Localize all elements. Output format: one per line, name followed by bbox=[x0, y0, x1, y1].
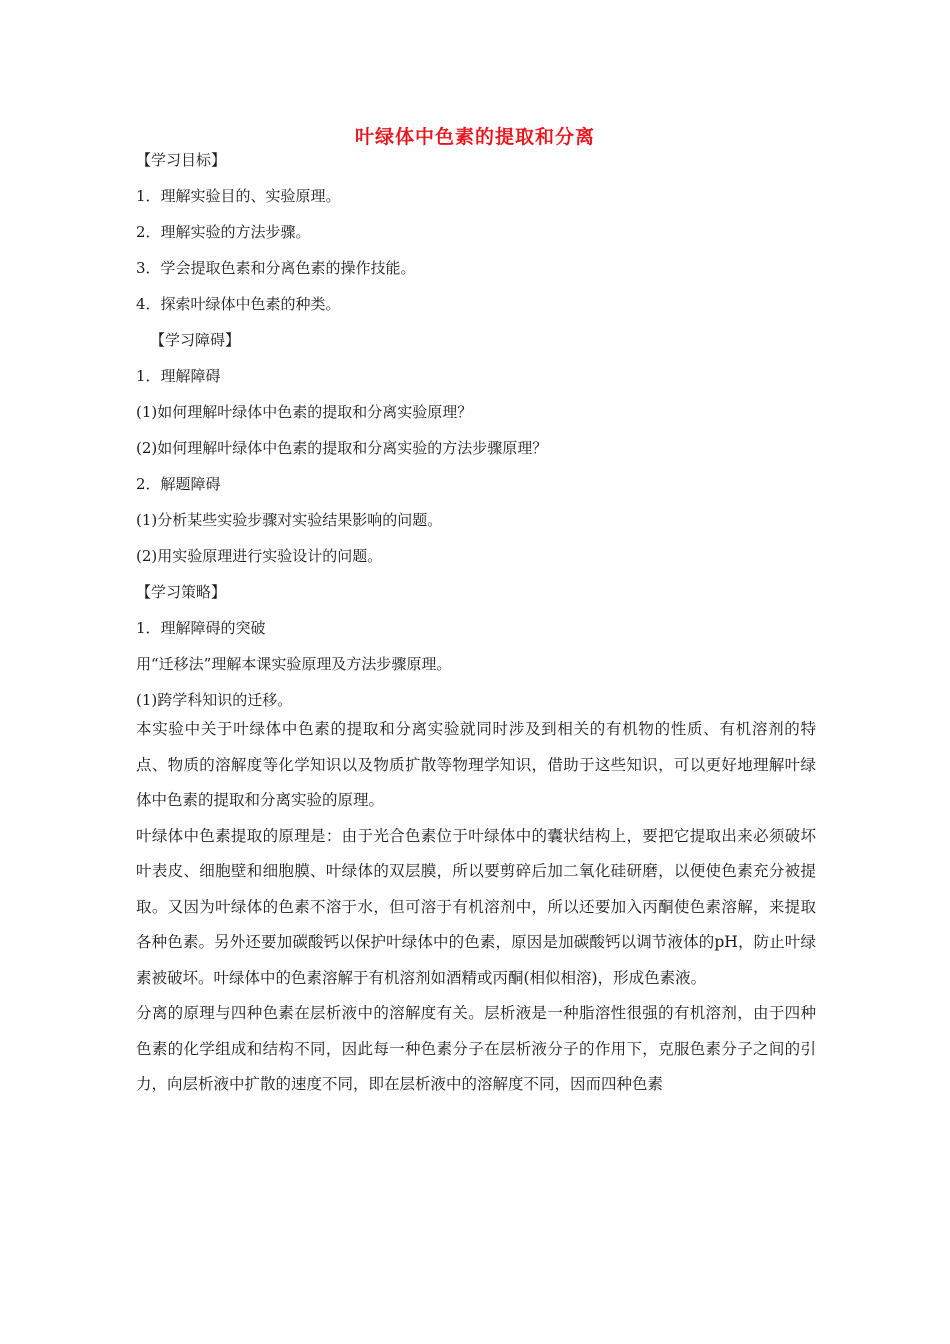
body-paragraph: 分离的原理与四种色素在层析液中的溶解度有关。层析液是一种脂溶性很强的有机溶剂，由于四种色素的化学组成和结构不同，因此每一种色素分子在层析液分子的作用下，克服色素分子之间的引力，向层析液中扩散的速度不同，即在层析液中的溶解度不同，因而四种色素 bbox=[136, 1004, 816, 1093]
strategy-text: 用“迁移法”理解本课实验原理及方法步骤原理。 bbox=[136, 655, 452, 673]
objective-item: 4．探索叶绿体中色素的种类。 bbox=[136, 295, 341, 313]
objective-item: 3．学会提取色素和分离色素的操作技能。 bbox=[136, 259, 416, 277]
body-paragraph: 叶绿体中色素提取的原理是：由于光合色素位于叶绿体中的囊状结构上，要把它提取出来必须破坏叶表皮、细胞壁和细胞膜、叶绿体的双层膜，所以要剪碎后加二氧化硅研磨，以便使色素充分被提取。又因为叶绿体的色素不溶于水，但可溶于有机溶剂中，所以还要加入丙酮使色素溶解，来提取各种色素。另外还要加碳酸钙以保护叶绿体中的色素，原因是加碳酸钙以调节液体的pH，防止叶绿素被破坏。叶绿体中的色素溶解于有机溶剂如酒精或丙酮(相似相溶)，形成色素液。 bbox=[136, 826, 816, 987]
document-body bbox=[136, 150, 816, 1103]
obstacle-heading: 1．理解障碍 bbox=[136, 367, 221, 385]
objective-item: 1．理解实验目的、实验原理。 bbox=[136, 187, 341, 205]
document-title: 叶绿体中色素的提取和分离 bbox=[354, 126, 595, 148]
section-heading-obstacles: 【学习障碍】 bbox=[150, 331, 241, 349]
obstacle-heading: 2．解题障碍 bbox=[136, 475, 221, 493]
body-paragraph: 本实验中关于叶绿体中色素的提取和分离实验就同时涉及到相关的有机物的性质、有机溶剂的特点、物质的溶解度等化学知识以及物质扩散等物理学知识，借助于这些知识，可以更好地理解叶绿体中色素的提取和分离实验的原理。 bbox=[136, 720, 816, 809]
obstacle-item: (1)如何理解叶绿体中色素的提取和分离实验原理？ bbox=[136, 403, 473, 421]
section-heading-strategies: 【学习策略】 bbox=[136, 583, 227, 601]
obstacle-item: (2)如何理解叶绿体中色素的提取和分离实验的方法步骤原理？ bbox=[136, 439, 548, 457]
strategy-subheading: (1)跨学科知识的迁移。 bbox=[136, 691, 293, 709]
section-heading-objectives: 【学习目标】 bbox=[136, 151, 227, 169]
objective-item: 2．理解实验的方法步骤。 bbox=[136, 223, 311, 241]
obstacle-item: (2)用实验原理进行实验设计的问题。 bbox=[136, 547, 383, 565]
strategy-heading: 1．理解障碍的突破 bbox=[136, 619, 266, 637]
obstacle-item: (1)分析某些实验步骤对实验结果影响的问题。 bbox=[136, 511, 443, 529]
